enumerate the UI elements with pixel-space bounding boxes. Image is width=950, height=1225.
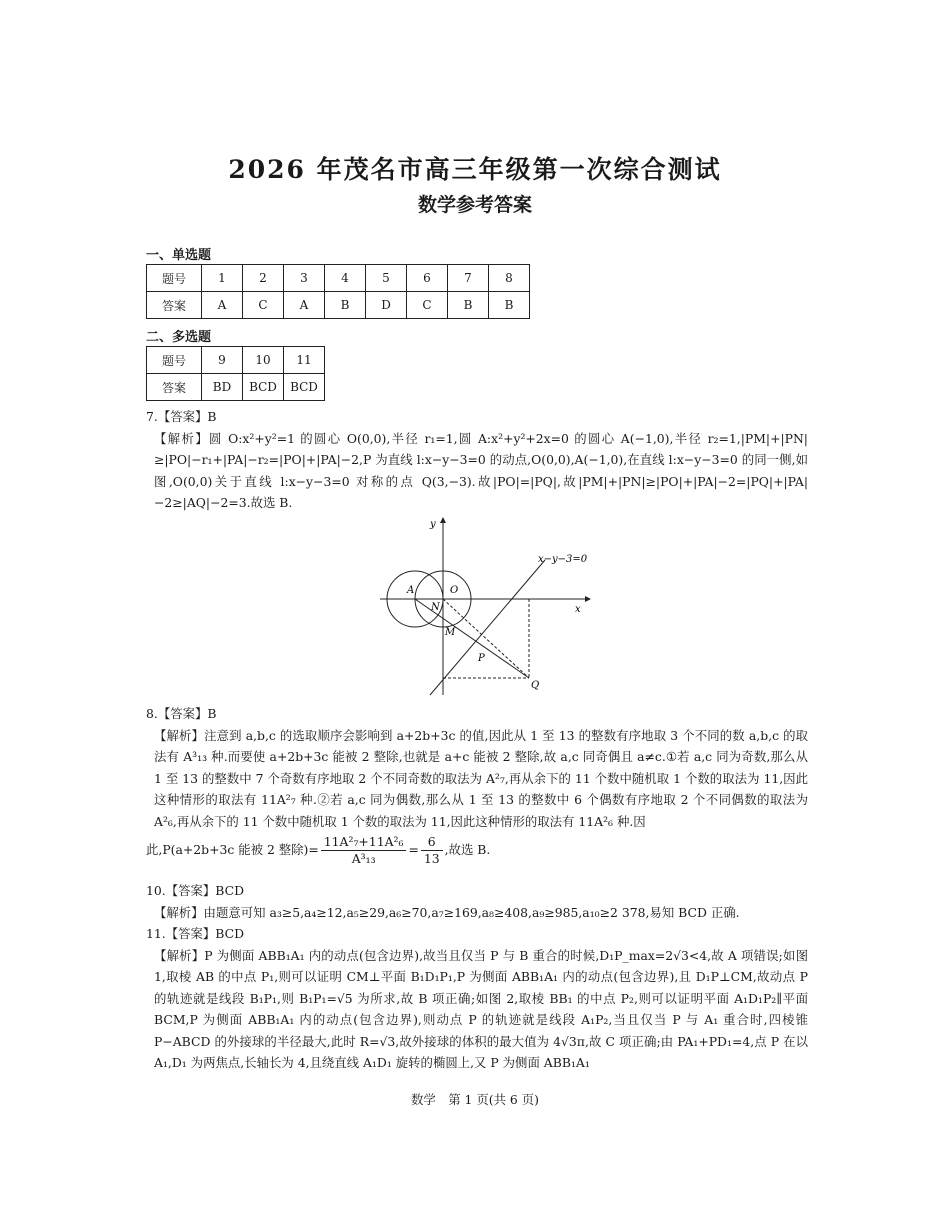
q8-conclusion-suffix: ,故选 B.	[444, 842, 491, 857]
section-heading-multi: 二、多选题	[146, 330, 212, 345]
table-cell: C	[243, 292, 284, 319]
question-7	[146, 406, 808, 514]
single-choice-table	[146, 264, 530, 319]
fraction-denominator: 13	[423, 851, 440, 866]
section-heading-single: 一、单选题	[146, 248, 212, 263]
question-11	[146, 923, 808, 1074]
table-cell: 10	[243, 347, 284, 374]
label-x: x	[575, 604, 581, 615]
q8-equals: =	[408, 842, 419, 857]
fraction-numerator: 6	[421, 834, 443, 851]
table-cell: 题号	[147, 265, 202, 292]
question-10	[146, 880, 808, 923]
table-cell: 8	[489, 265, 530, 292]
table-cell: 4	[325, 265, 366, 292]
fraction-denominator: A³₁₃	[351, 851, 376, 866]
q8-conclusion-prefix: 此,P(a+2b+3c 能被 2 整除)=	[146, 842, 319, 857]
q8-conclusion	[146, 834, 808, 867]
label-n: N	[431, 602, 440, 613]
q8-fraction-2	[421, 834, 443, 867]
q8-analysis: 【解析】注意到 a,b,c 的选取顺序会影响到 a+2b+3c 的值,因此从 1 至 13 的整数有序地取 3 个不同的数 a,b,c 的取法有 A³₁₃ 种.而要使 a+2b+3c 能被 2 整除,也就是 a+c 能被 2 整除,故 a,c 同奇偶且 a≠c.①若 a,c 同为奇数,那么从 1 至 13 的整数中 7 个奇数有序地取 2 个不同奇数的取法为 A²₇,再从余下的 11 个数中随机取 1 个数的取法为 11,因此这种情形的取法有 11A²₇ 种.②若 a,c 同为偶数,那么从 1 至 13 的整数中 6 个偶数有序地取 2 个不同偶数的取法为 A²₆,再从余下的 11 个数中随机取 1 个数的取法为 11,因此这种情形的取法有 11A²₆ 种.因	[154, 727, 808, 829]
fraction-numerator: 11A²₇+11A²₆	[321, 834, 407, 851]
segment-oq	[443, 599, 529, 678]
question-8	[146, 703, 808, 867]
table-cell: A	[284, 292, 325, 319]
table-cell: B	[325, 292, 366, 319]
table-cell: 9	[202, 347, 243, 374]
q8-fraction-1	[321, 834, 407, 867]
table-cell: BCD	[284, 374, 325, 401]
q7-answer: 7.【答案】B	[146, 409, 217, 424]
table-cell: 2	[243, 265, 284, 292]
label-m: M	[445, 627, 456, 638]
table-cell: C	[407, 292, 448, 319]
q7-analysis: 【解析】圆 O:x²+y²=1 的圆心 O(0,0),半径 r₁=1,圆 A:x²+y²+2x=0 的圆心 A(−1,0),半径 r₂=1,|PM|+|PN|≥|PO|−r₁+|PA|−r₂=|PO|+|PA|−2,P 为直线 l:x−y−3=0 的动点,O(0,0),A(−1,0),在直线 l:x−y−3=0 的同一侧,如图,O(0,0)关于直线 l:x−y−3=0 对称的点 Q(3,−3).故|PO|=|PQ|,故|PM|+|PN|≥|PO|+|PA|−2=|PQ|+|PA|−2≥|AQ|−2=3.故选 B.	[154, 430, 808, 510]
page-subtitle: 数学参考答案	[417, 194, 532, 216]
table-row	[147, 347, 325, 374]
table-cell: BD	[202, 374, 243, 401]
label-line: x−y−3=0	[538, 554, 588, 565]
page-footer: 数学 第 1 页(共 6 页)	[411, 1092, 539, 1107]
table-cell: 3	[284, 265, 325, 292]
table-cell: 7	[448, 265, 489, 292]
label-o: O	[450, 585, 459, 596]
multi-choice-table	[146, 346, 325, 401]
table-cell: BCD	[243, 374, 284, 401]
table-cell: 11	[284, 347, 325, 374]
table-cell: B	[448, 292, 489, 319]
table-row	[147, 374, 325, 401]
label-a: A	[407, 585, 415, 596]
x-axis-arrow	[585, 596, 591, 602]
table-cell: 答案	[147, 292, 202, 319]
table-row	[147, 265, 530, 292]
q8-answer: 8.【答案】B	[146, 706, 217, 721]
table-cell: B	[489, 292, 530, 319]
y-axis-arrow	[440, 517, 446, 523]
page-title: 2026 年茂名市高三年级第一次综合测试	[228, 155, 722, 184]
q10-answer: 10.【答案】BCD	[146, 883, 245, 898]
table-cell: 题号	[147, 347, 202, 374]
table-cell: A	[202, 292, 243, 319]
q11-answer: 11.【答案】BCD	[146, 926, 245, 941]
table-cell: 答案	[147, 374, 202, 401]
label-y: y	[430, 519, 436, 530]
table-cell: 6	[407, 265, 448, 292]
table-row	[147, 292, 530, 319]
q11-analysis: 【解析】P 为侧面 ABB₁A₁ 内的动点(包含边界),故当且仅当 P 与 B 重合的时候,D₁P_max=2√3<4,故 A 项错误;如图 1,取棱 AB 的中点 P₁,则可以证明 CM⊥平面 B₁D₁P₁,P 为侧面 ABB₁A₁ 内的动点(包含边界),且 D₁P⊥CM,故动点 P 的轨迹就是线段 B₁P₁,则 B₁P₁=√5 为所求,故 B 项正确;如图 2,取棱 BB₁ 的中点 P₂,则可以证明平面 A₁D₁P₂∥平面 BCM,P 为侧面 ABB₁A₁ 内的动点(包含边界),则动点 P 的轨迹就是线段 A₁P₂,当且仅当 P 与 A₁ 重合时,四棱锥 P−ABCD 的外接球的半径最大,此时 R=√3,故外接球的体积的最大值为 4√3π,故 C 项正确;由 PA₁+PD₁=4,点 P 在以 A₁,D₁ 为两焦点,长轴长为 4,且绕直线 A₁D₁ 旋转的椭圆上,又 P 为侧面 ABB₁A₁	[154, 947, 808, 1070]
q7-geometry-figure	[375, 515, 595, 700]
table-cell: 5	[366, 265, 407, 292]
table-cell: 1	[202, 265, 243, 292]
label-p: P	[478, 653, 485, 664]
table-cell: D	[366, 292, 407, 319]
q10-analysis: 【解析】由题意可知 a₃≥5,a₄≥12,a₅≥29,a₆≥70,a₇≥169,a₈≥408,a₉≥985,a₁₀≥2 378,易知 BCD 正确.	[154, 904, 740, 920]
label-q: Q	[531, 680, 540, 691]
